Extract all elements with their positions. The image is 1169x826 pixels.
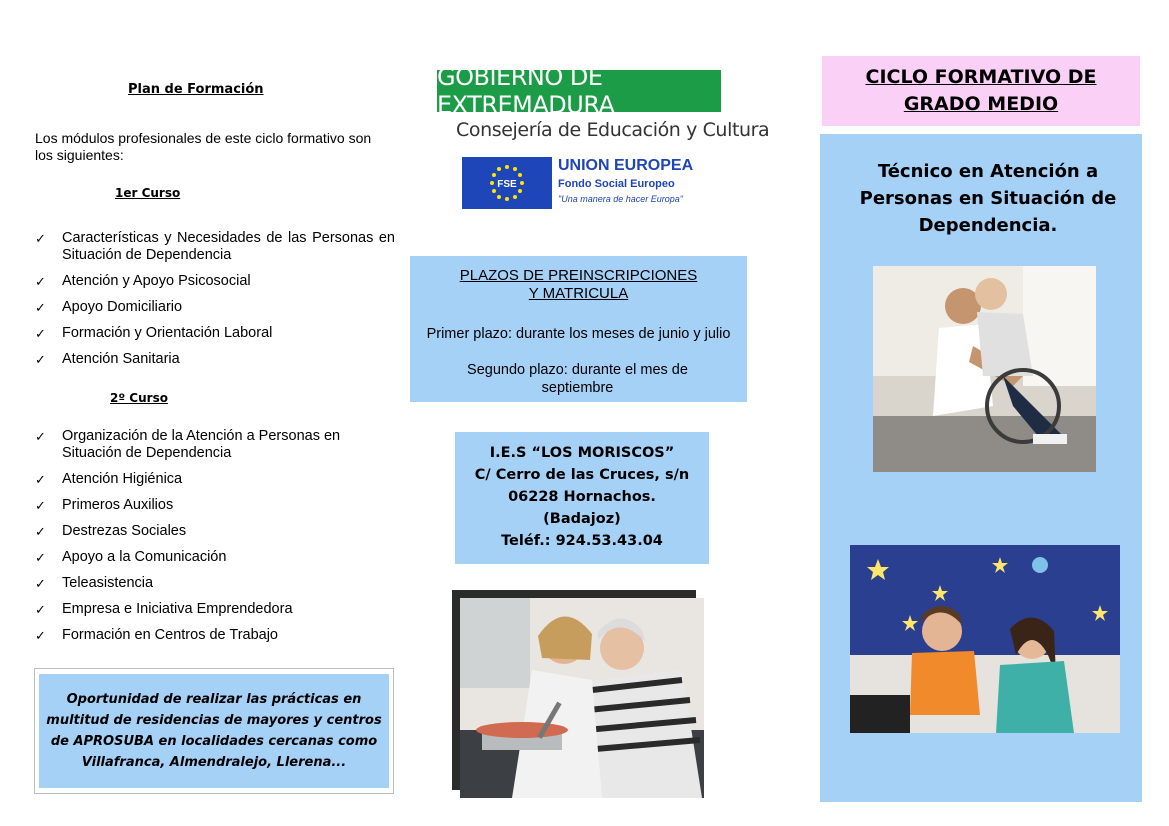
list-item: [35, 428, 395, 462]
course1-module-list: [35, 230, 395, 377]
fse-label: FSE: [497, 179, 517, 190]
deadlines-title: [410, 267, 747, 303]
course2-module-list: [35, 428, 395, 653]
street-address: C/ Cerro de las Cruces, s/n: [474, 467, 690, 483]
cover-title-line1: CICLO FORMATIVO DE: [865, 66, 1097, 88]
course2-heading-text: 2º Curso: [110, 391, 168, 405]
list-item: [35, 497, 395, 514]
check-icon: ✓: [35, 429, 46, 444]
check-icon: ✓: [35, 550, 46, 565]
photo-girl-boy-wheelchair: [850, 545, 1120, 733]
photo-caregiver-wheelchair: [873, 266, 1096, 472]
eu-stars-icon: [462, 157, 552, 209]
deadlines-title-line2: Y MATRICULA: [528, 285, 629, 302]
list-item: [35, 575, 395, 592]
list-item: [35, 549, 395, 566]
module-label: Empresa e Iniciativa Emprendedora: [62, 601, 293, 617]
module-label: Formación y Orientación Laboral: [62, 325, 273, 341]
module-label: Destrezas Sociales: [62, 523, 187, 539]
module-label: Organización de la Atención a Personas en Situación de Dependencia: [62, 428, 341, 461]
school-address-box: [455, 432, 709, 564]
list-item: [35, 230, 395, 264]
eu-title: UNION EUROPEA: [558, 157, 694, 174]
second-deadline: Segundo plazo: durante el mes de septiembre: [467, 362, 688, 396]
enrollment-deadlines-box: [410, 256, 747, 402]
module-label: Apoyo Domiciliario: [62, 299, 183, 315]
wheelchair-caregiver-illustration: [873, 266, 1096, 472]
check-icon: ✓: [35, 472, 46, 487]
module-label: Atención Higiénica: [62, 471, 183, 487]
list-item: [35, 627, 395, 644]
check-icon: ✓: [35, 628, 46, 643]
school-name: I.E.S “LOS MORISCOS”: [489, 445, 675, 461]
module-label: Formación en Centros de Trabajo: [62, 627, 278, 643]
check-icon: ✓: [35, 524, 46, 539]
intro-text: Los módulos profesionales de este ciclo formativo son los siguientes:: [35, 130, 372, 163]
cover-title-line2: GRADO MEDIO: [903, 93, 1059, 115]
check-icon: ✓: [35, 274, 46, 289]
list-item: [35, 471, 395, 488]
first-deadline: Primer plazo: durante los meses de junio y julio: [426, 326, 731, 342]
check-icon: ✓: [35, 498, 46, 513]
check-icon: ✓: [35, 352, 46, 367]
list-item: [35, 273, 395, 290]
module-label: Teleasistencia: [62, 575, 154, 591]
module-label: Características y Necesidades de las Personas en Situación de Dependencia: [62, 230, 395, 263]
city-address: 06228 Hornachos.: [508, 489, 656, 505]
kitchen-illustration: [452, 590, 704, 798]
province: (Badajoz): [543, 511, 621, 527]
list-item: [35, 523, 395, 540]
module-label: Atención Sanitaria: [62, 351, 180, 367]
check-icon: ✓: [35, 576, 46, 591]
practice-note-box: [34, 668, 394, 794]
check-icon: ✓: [35, 326, 46, 341]
check-icon: ✓: [35, 300, 46, 315]
course1-heading: [115, 186, 180, 200]
cover-title-box: [822, 56, 1140, 126]
list-item: [35, 351, 395, 368]
eu-subtitle: Fondo Social Europeo: [558, 178, 675, 190]
check-icon: ✓: [35, 602, 46, 617]
children-illustration: [850, 545, 1120, 733]
practice-note: Oportunidad de realizar las prácticas en multitud de residencias de mayores y centros de APROSUBA en localidades cercanas como Villafranca, Almendralejo, Llerena...: [39, 674, 389, 788]
gobierno-extremadura-logo: GOBIERNO DE EXTREMADURA: [437, 70, 721, 112]
phone-number: Teléf.: 924.53.43.04: [501, 533, 663, 549]
module-label: Primeros Auxilios: [62, 497, 174, 513]
cover-panel: [820, 134, 1142, 802]
course-name: Técnico en Atención a Personas en Situación de Dependencia.: [859, 161, 1117, 236]
consejeria-label: Consejería de Educación y Cultura: [456, 119, 770, 141]
eu-flag-icon: [462, 157, 552, 209]
list-item: [35, 325, 395, 342]
module-label: Atención y Apoyo Psicosocial: [62, 273, 251, 289]
plan-title: Plan de Formación: [128, 82, 264, 97]
course2-heading: [110, 391, 168, 405]
eu-slogan: "Una manera de hacer Europa": [558, 194, 683, 204]
list-item: [35, 601, 395, 618]
photo-caregiver-kitchen: [452, 590, 704, 798]
module-label: Apoyo a la Comunicación: [62, 549, 227, 565]
list-item: [35, 299, 395, 316]
course1-heading-text: 1er Curso: [115, 186, 181, 200]
check-icon: ✓: [35, 231, 46, 246]
deadlines-title-line1: PLAZOS DE PREINSCRIPCIONES: [459, 267, 698, 284]
